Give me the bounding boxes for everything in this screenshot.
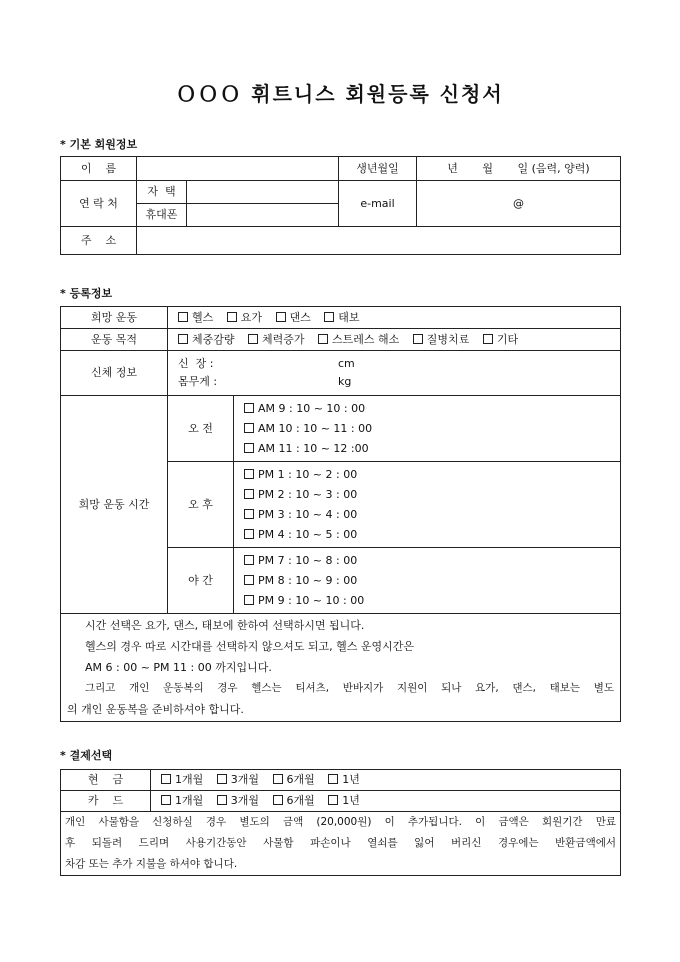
registration-heading: * 등록정보 [60,287,113,300]
purpose-option[interactable]: 스트레스 해소 [318,333,399,346]
mobile-field[interactable] [187,204,339,227]
afternoon-slots [234,462,621,548]
payment-heading: * 결제선택 [60,749,113,762]
birth-label: 생년월일 [339,157,417,181]
time-notes [61,614,621,722]
payment-notes [61,812,621,876]
purpose-option[interactable]: 기타 [483,333,518,346]
checkbox[interactable] [273,774,283,784]
period-option[interactable]: 3개월 [217,773,259,786]
page-title: ＯＯＯ 휘트니스 회원등록 신청서 [176,82,504,106]
checkbox[interactable] [276,312,286,322]
checkbox[interactable] [483,334,493,344]
purpose-option[interactable]: 체력증가 [248,333,305,346]
mobile-label: 휴대폰 [137,204,187,227]
note-line: 개인 사물함을 신청하실 경우 별도의 금액 (20,000원) 이 추가됩니다. 이 금액은 회원기간 만료 [65,816,616,828]
basic-info-heading: * 기본 회원정보 [60,138,138,151]
purpose-options [168,329,621,351]
time-slot[interactable]: AM 9 : 10 ~ 10 : 00 [244,399,616,419]
period-option[interactable]: 6개월 [273,773,315,786]
email-label: e-mail [339,181,417,227]
height-label: 신 장 : [178,357,214,370]
cash-label: 현 금 [61,770,151,791]
payment-table [60,769,621,876]
checkbox[interactable] [328,795,338,805]
time-slot[interactable]: PM 2 : 10 ~ 3 : 00 [244,485,616,505]
period-option[interactable]: 6개월 [273,794,315,807]
checkbox[interactable] [217,795,227,805]
card-options [151,791,621,812]
card-label: 카 드 [61,791,151,812]
purpose-option[interactable]: 체중감량 [178,333,235,346]
basic-info-table [60,156,621,255]
period-option[interactable]: 1개월 [161,794,203,807]
birth-field[interactable]: 년 월 일 (음력, 양력) [417,157,621,181]
purpose-label: 운동 목적 [61,329,168,351]
height-unit: cm [338,357,355,370]
checkbox[interactable] [244,595,254,605]
checkbox[interactable] [178,334,188,344]
address-label: 주 소 [61,227,137,255]
checkbox[interactable] [244,575,254,585]
time-slot[interactable]: PM 3 : 10 ~ 4 : 00 [244,505,616,525]
contact-label: 연 락 처 [61,181,137,227]
sport-option[interactable]: 댄스 [276,311,311,324]
checkbox[interactable] [227,312,237,322]
time-slot[interactable]: AM 10 : 10 ~ 11 : 00 [244,419,616,439]
checkbox[interactable] [324,312,334,322]
time-slot[interactable]: AM 11 : 10 ~ 12 :00 [244,439,616,459]
time-slot[interactable]: PM 9 : 10 ~ 10 : 00 [244,591,616,611]
address-field[interactable] [137,227,621,255]
period-option[interactable]: 1개월 [161,773,203,786]
checkbox[interactable] [328,774,338,784]
body-label: 신체 정보 [61,351,168,396]
time-label: 희망 운동 시간 [61,396,168,614]
note-line: AM 6 : 00 ~ PM 11 : 00 까지입니다. [85,661,272,674]
checkbox[interactable] [244,443,254,453]
purpose-option[interactable]: 질병치료 [413,333,470,346]
sport-label: 희망 운동 [61,307,168,329]
evening-label: 야 간 [168,548,234,614]
email-field[interactable]: @ [417,181,621,227]
checkbox[interactable] [244,509,254,519]
weight-label: 몸무게 : [178,375,218,388]
note-line: 시간 선택은 요가, 댄스, 태보에 한하여 선택하시면 됩니다. [85,619,365,632]
checkbox[interactable] [244,403,254,413]
note-line: 의 개인 운동복을 준비하셔야 합니다. [67,703,244,716]
checkbox[interactable] [217,774,227,784]
home-phone-field[interactable] [187,181,339,204]
name-field[interactable] [137,157,339,181]
checkbox[interactable] [178,312,188,322]
evening-slots [234,548,621,614]
checkbox[interactable] [413,334,423,344]
afternoon-label: 오 후 [168,462,234,548]
time-slot[interactable]: PM 7 : 10 ~ 8 : 00 [244,551,616,571]
checkbox[interactable] [244,423,254,433]
morning-label: 오 전 [168,396,234,462]
checkbox[interactable] [161,795,171,805]
period-option[interactable]: 1년 [328,773,360,786]
period-option[interactable]: 1년 [328,794,360,807]
checkbox[interactable] [244,555,254,565]
note-line: 후 되돌려 드리며 사용기간동안 사물함 파손이나 열쇠를 잃어 버리신 경우에는 반환금액에서 [65,837,616,849]
cash-options [151,770,621,791]
home-phone-label: 자 택 [137,181,187,204]
checkbox[interactable] [244,529,254,539]
sport-option[interactable]: 헬스 [178,311,213,324]
morning-slots [234,396,621,462]
checkbox[interactable] [248,334,258,344]
registration-table [60,306,621,722]
note-line: 헬스의 경우 따로 시간대를 선택하지 않으셔도 되고, 헬스 운영시간은 [85,640,414,653]
sport-options [168,307,621,329]
body-info [168,351,621,396]
note-line: 그리고 개인 운동복의 경우 헬스는 티셔츠, 반바지가 지원이 되나 요가, 댄스, 태보는 별도 [85,682,614,694]
sport-option[interactable]: 태보 [324,311,359,324]
checkbox[interactable] [244,469,254,479]
name-label: 이 름 [61,157,137,181]
checkbox[interactable] [318,334,328,344]
period-option[interactable]: 3개월 [217,794,259,807]
checkbox[interactable] [273,795,283,805]
checkbox[interactable] [161,774,171,784]
sport-option[interactable]: 요가 [227,311,262,324]
note-line: 차감 또는 추가 지불을 하셔야 합니다. [65,858,238,870]
time-slot[interactable]: PM 1 : 10 ~ 2 : 00 [244,465,616,485]
checkbox[interactable] [244,489,254,499]
weight-unit: kg [338,375,352,388]
time-slot[interactable]: PM 4 : 10 ~ 5 : 00 [244,525,616,545]
time-slot[interactable]: PM 8 : 10 ~ 9 : 00 [244,571,616,591]
